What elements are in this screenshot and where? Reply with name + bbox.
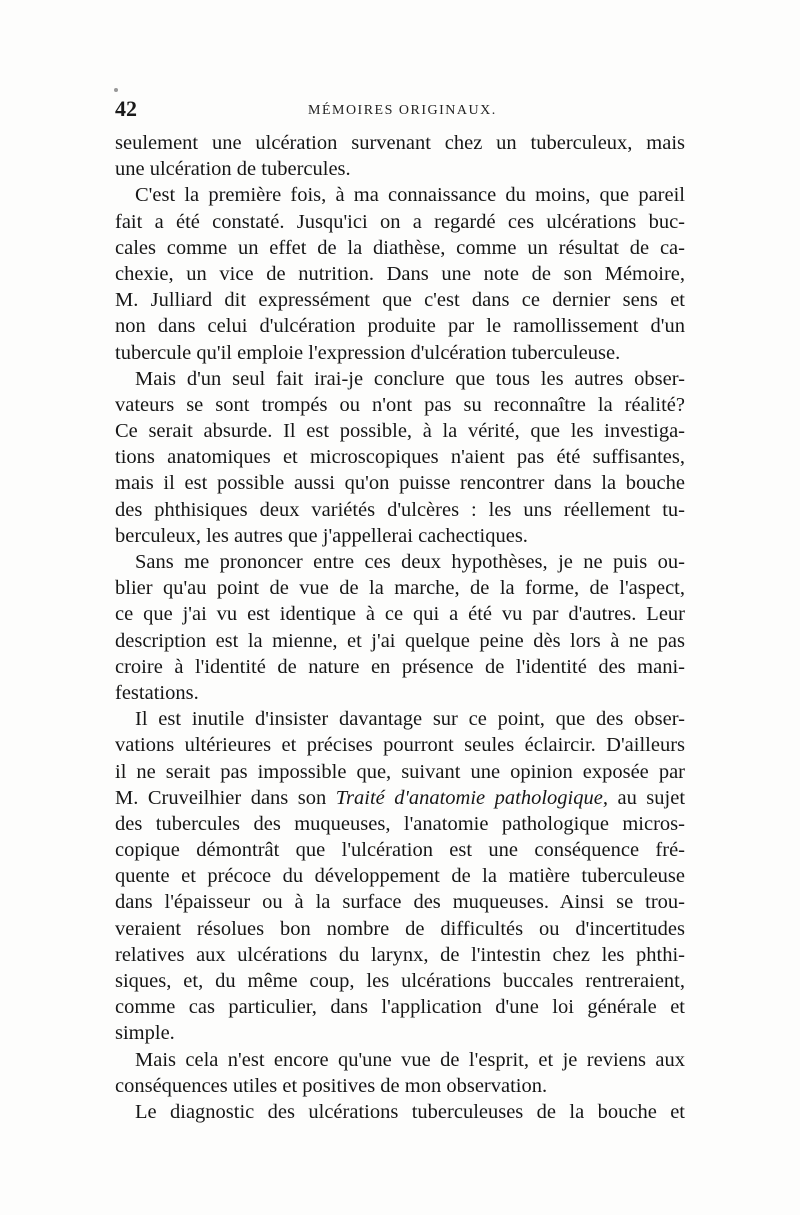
- text-line: C'est la première fois, à ma connaissance du moins, que pareil: [135, 184, 685, 207]
- text-line: une ulcération de tubercules.: [115, 158, 351, 181]
- page-header: [115, 96, 685, 124]
- text-line: comme cas particulier, dans l'application d'une loi générale et: [115, 996, 685, 1019]
- text-line: festations.: [115, 681, 199, 704]
- text-line: quente et précoce du développement de la matière tuberculeuse: [115, 865, 685, 888]
- running-title: MÉMOIRES ORIGINAUX.: [308, 103, 497, 118]
- text-line: M. Julliard dit expressément que c'est dans ce dernier sens et: [115, 289, 685, 312]
- text-line: description est la mienne, et j'ai quelque peine dès lors à ne pas: [115, 629, 685, 652]
- text-line: simple.: [115, 1022, 175, 1045]
- text-line: Le diagnostic des ulcérations tuberculeuses de la bouche et: [135, 1100, 685, 1123]
- text-line: Il est inutile d'insister davantage sur ce point, que des obser-: [135, 708, 685, 731]
- text-line: Mais cela n'est encore qu'une vue de l'esprit, et je reviens aux: [135, 1048, 685, 1071]
- text-line: dans l'épaisseur ou à la surface des muqueuses. Ainsi se trou-: [115, 891, 685, 914]
- ink-speck: [114, 88, 118, 92]
- text-line: vateurs se sont trompés ou n'ont pas su reconnaître la réalité?: [115, 393, 685, 416]
- text-line: ce que j'ai vu est identique à ce qui a été vu par d'autres. Leur: [115, 603, 685, 626]
- text-line: Sans me prononcer entre ces deux hypothèses, je ne puis ou-: [135, 551, 685, 573]
- text-line: siques, et, du même coup, les ulcérations buccales rentreraient,: [115, 970, 685, 992]
- text-line: cales comme un effet de la diathèse, comme un résultat de ca-: [115, 236, 685, 259]
- text-line: mais il est possible aussi qu'on puisse rencontrer dans la bouche: [115, 472, 685, 495]
- text-line: chexie, un vice de nutrition. Dans une note de son Mémoire,: [115, 262, 685, 285]
- text-line: tions anatomiques et microscopiques n'aient pas été suffisantes,: [115, 446, 685, 469]
- cited-work-title: Traité d'anatomie pathologique,: [335, 786, 608, 809]
- text-line: copique démontrât que l'ulcération est une conséquence fré-: [115, 839, 685, 862]
- text-line: il ne serait pas impossible que, suivant une opinion exposée par: [115, 760, 685, 783]
- text-line: des tubercules des muqueuses, l'anatomie pathologique micros-: [115, 812, 685, 835]
- text-line: relatives aux ulcérations du larynx, de l'intestin chez les phthi-: [115, 943, 685, 966]
- text-line: vations ultérieures et précises pourront seules éclaircir. D'ailleurs: [115, 734, 685, 757]
- text-line: tubercule qu'il emploie l'expression d'ulcération tuberculeuse.: [115, 341, 621, 364]
- text-line: non dans celui d'ulcération produite par le ramollissement d'un: [115, 315, 685, 338]
- text-line: Ce serait absurde. Il est possible, à la vérité, que les investiga-: [115, 420, 685, 443]
- text-line: seulement une ulcération survenant chez un tuberculeux, mais: [115, 132, 685, 154]
- text-line: blier qu'au point de vue de la marche, de la forme, de l'aspect,: [115, 577, 685, 600]
- cited-author: M. Cruveilhier: [115, 786, 242, 809]
- text-line: croire à l'identité de nature en présence de l'identité des mani-: [115, 655, 685, 678]
- text-line-with-citation: [115, 785, 685, 811]
- body-text: [115, 130, 685, 1125]
- text-fragment: au sujet: [617, 786, 686, 809]
- page-number: 42: [115, 96, 137, 121]
- text-line: conséquences utiles et positives de mon observation.: [115, 1074, 548, 1097]
- text-line: berculeux, les autres que j'appellerai cachectiques.: [115, 524, 528, 547]
- text-line: fait a été constaté. Jusqu'ici on a regardé ces ulcérations buc-: [115, 210, 685, 233]
- text-line: des phthisiques deux variétés d'ulcères : les uns réellement tu-: [115, 498, 685, 521]
- text-fragment: dans son: [250, 786, 327, 809]
- text-line: Mais d'un seul fait irai-je conclure que tous les autres obser-: [135, 367, 685, 390]
- text-line: veraient résolues bon nombre de difficultés ou d'incertitudes: [115, 917, 685, 940]
